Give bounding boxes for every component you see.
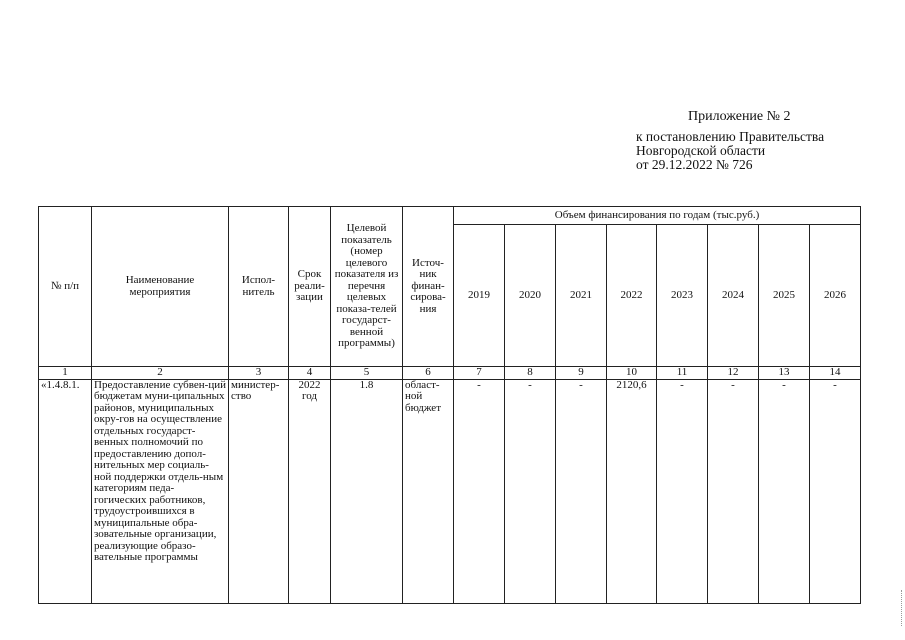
column-number: 5 <box>331 367 403 380</box>
column-number-row <box>39 367 861 380</box>
row-value: - <box>657 379 708 603</box>
row-executor: министер-ство <box>229 379 289 603</box>
column-number: 6 <box>403 367 454 380</box>
row-source: област-ной бюджет <box>403 379 454 603</box>
appendix-title: Приложение № 2 <box>688 109 791 124</box>
column-number: 13 <box>759 367 810 380</box>
row-value: - <box>454 379 505 603</box>
column-number: 4 <box>289 367 331 380</box>
page-edge-mark <box>901 590 904 626</box>
row-value: - <box>708 379 759 603</box>
header-year: 2020 <box>505 225 556 367</box>
table-row <box>39 379 861 603</box>
header-year: 2022 <box>607 225 657 367</box>
header-term: Срок реали-зации <box>289 207 331 367</box>
appendix-line-2: Новгородской области <box>636 143 766 158</box>
column-number: 12 <box>708 367 759 380</box>
row-value: - <box>505 379 556 603</box>
column-number: 11 <box>657 367 708 380</box>
header-year: 2024 <box>708 225 759 367</box>
header-year: 2021 <box>556 225 607 367</box>
row-value: 2120,6 <box>607 379 657 603</box>
header-year: 2025 <box>759 225 810 367</box>
column-number: 3 <box>229 367 289 380</box>
row-value: - <box>810 379 861 603</box>
header-year: 2026 <box>810 225 861 367</box>
column-number: 2 <box>92 367 229 380</box>
column-number: 9 <box>556 367 607 380</box>
header-year: 2023 <box>657 225 708 367</box>
appendix-line-3: от 29.12.2022 № 726 <box>636 157 753 172</box>
header-source: Источ-ник финан-сирова-ния <box>403 207 454 367</box>
header-name: Наименование мероприятия <box>92 207 229 367</box>
funding-table <box>38 206 861 604</box>
header-target: Целевой показатель (номер целевого показателя из перечня целевых показа-телей государст-венной программы) <box>331 207 403 367</box>
row-value: - <box>556 379 607 603</box>
header-funding: Объем финансирования по годам (тыс.руб.) <box>454 207 861 225</box>
header-num: № п/п <box>39 207 92 367</box>
appendix-line-1: к постановлению Правительства <box>636 129 825 144</box>
column-number: 14 <box>810 367 861 380</box>
header-executor: Испол-нитель <box>229 207 289 367</box>
appendix-header <box>636 110 824 172</box>
row-num: «1.4.8.1. <box>39 379 92 603</box>
row-target: 1.8 <box>331 379 403 603</box>
column-number: 10 <box>607 367 657 380</box>
column-number: 8 <box>505 367 556 380</box>
header-year: 2019 <box>454 225 505 367</box>
row-term: 2022 год <box>289 379 331 603</box>
row-value: - <box>759 379 810 603</box>
column-number: 7 <box>454 367 505 380</box>
row-name: Предоставление субвен-ций бюджетам муни-ципальных районов, муниципальных окру-гов на осуществление отдельных государст-венных полномочий по предоставлению допол-нительных мер социаль-ной поддержки отдель-ным категориям педа-гогических работников, трудоустроившихся в муниципальные обра-зовательные организации, реализующие образо-вательные программы <box>92 379 229 603</box>
column-number: 1 <box>39 367 92 380</box>
